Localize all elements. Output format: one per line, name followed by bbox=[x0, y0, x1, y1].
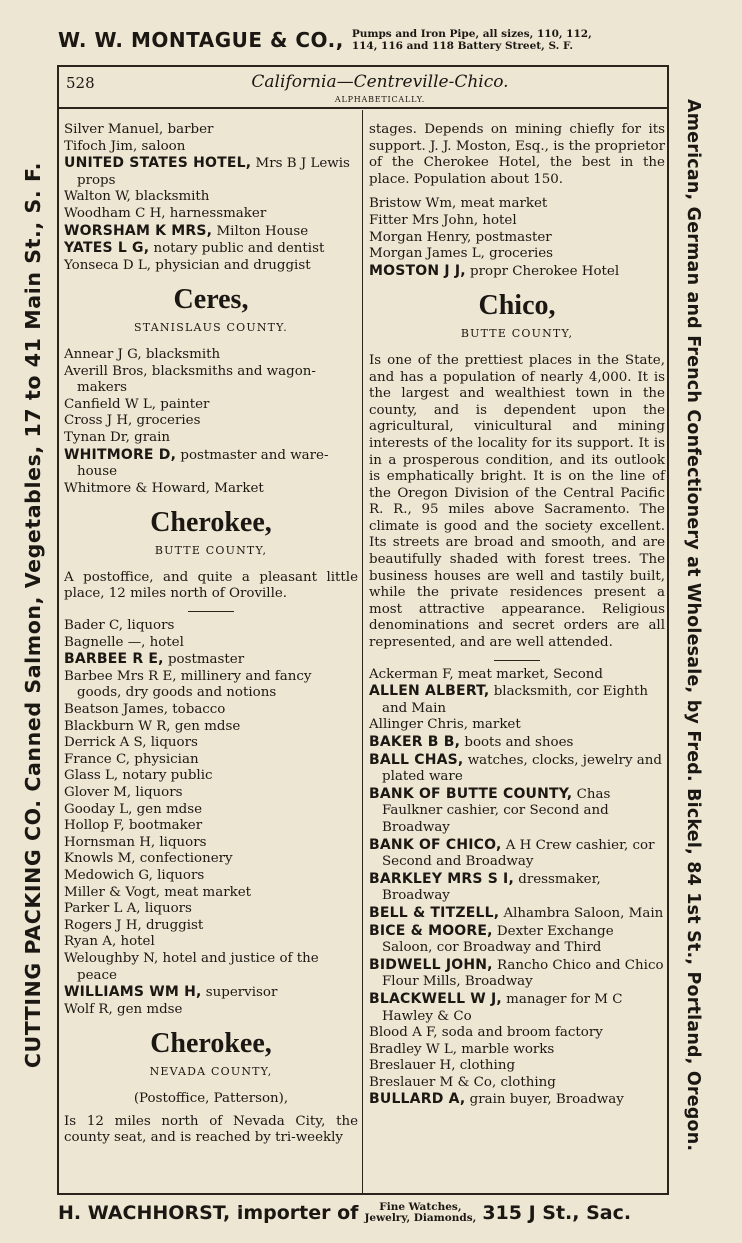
list-item: MOSTON J J, propr Cherokee Hotel bbox=[369, 262, 620, 279]
list-item: BELL & TITZELL, Alhambra Saloon, Main bbox=[369, 904, 664, 921]
county-heading: STANISLAUS COUNTY. bbox=[134, 321, 288, 335]
ceres-section bbox=[64, 284, 358, 497]
list-item: Wolf R, gen mdse bbox=[64, 1001, 183, 1017]
list-item: Allinger Chris, market bbox=[369, 717, 521, 733]
list-item: BICE & MOORE, Dexter Exchange Saloon, cor Broadway and Third bbox=[369, 922, 614, 956]
town-heading-chico: Chico, bbox=[478, 290, 556, 322]
postoffice-note: (Postoffice, Patterson), bbox=[133, 1090, 289, 1106]
bottom-advertisement bbox=[58, 1196, 670, 1230]
town-heading-cherokee-nevada: Cherokee, bbox=[150, 1028, 272, 1060]
divider bbox=[494, 660, 540, 661]
cherokee-butte-section bbox=[64, 507, 358, 1018]
town-heading-ceres: Ceres, bbox=[173, 284, 249, 316]
column-rule bbox=[362, 110, 363, 1195]
list-item: BANK OF CHICO, A H Crew cashier, cor Second and Broadway bbox=[369, 836, 655, 870]
list-item: Gooday L, gen mdse bbox=[64, 801, 203, 817]
bottom-ad-goods bbox=[364, 1202, 476, 1224]
list-item: BANK OF BUTTE COUNTY, Chas Faulkner cashier, cor Second and Broadway bbox=[369, 785, 611, 835]
list-item: Ryan A, hotel bbox=[64, 934, 155, 950]
list-item: BARBEE R E, postmaster bbox=[64, 651, 245, 668]
chico-section bbox=[369, 290, 665, 1109]
list-item: Bader C, liquors bbox=[64, 618, 175, 634]
county-heading: BUTTE COUNTY, bbox=[154, 544, 268, 558]
list-item: Silver Manuel, barber bbox=[64, 122, 214, 137]
bottom-ad-address: 315 J St., Sac. bbox=[482, 1202, 632, 1224]
county-heading: NEVADA COUNTY, bbox=[149, 1065, 273, 1079]
centreville-listing bbox=[64, 122, 358, 274]
cherokee-nevada-section bbox=[64, 1028, 358, 1146]
list-item: Morgan Henry, postmaster bbox=[369, 229, 552, 245]
list-item: BIDWELL JOHN, Rancho Chico and Chico Flour Mills, Broadway bbox=[369, 956, 664, 990]
right-column bbox=[369, 122, 665, 1109]
list-item: Whitmore & Howard, Market bbox=[64, 480, 264, 496]
list-item: Ackerman F, meat market, Second bbox=[369, 666, 604, 682]
list-item: YATES L G, notary public and dentist bbox=[64, 240, 325, 257]
list-item: Bagnelle —, hotel bbox=[64, 634, 184, 650]
list-item: Derrick A S, liquors bbox=[64, 735, 198, 751]
top-advertisement bbox=[58, 20, 676, 60]
list-item: Glover M, liquors bbox=[64, 785, 183, 800]
list-item: Hornsman H, liquors bbox=[64, 834, 207, 850]
list-item: Yonseca D L, physician and druggist bbox=[64, 257, 311, 273]
list-item: BARKLEY MRS S I, dressmaker, Broadway bbox=[369, 870, 601, 904]
list-item: Cross J H, groceries bbox=[64, 413, 201, 429]
list-item: Miller & Vogt, meat market bbox=[64, 884, 252, 900]
list-item: Canfield W L, painter bbox=[64, 396, 210, 412]
list-item: Tifoch Jim, saloon bbox=[64, 138, 186, 154]
page-number: 528 bbox=[66, 74, 95, 92]
list-item: WILLIAMS WM H, supervisor bbox=[64, 984, 278, 1001]
list-item: Hollop F, bootmaker bbox=[64, 818, 203, 834]
cherokee-nevada-listing bbox=[369, 196, 665, 280]
left-ad-text: CUTTING PACKING CO. Canned Salmon, Vegetables, 17 to 41 Main St., S. F. bbox=[21, 161, 45, 1069]
list-item: Walton W, blacksmith bbox=[64, 189, 210, 205]
bottom-ad-firm: H. WACHHORST, importer of bbox=[58, 1202, 359, 1224]
left-column bbox=[64, 122, 358, 1147]
cherokee-description-continued: stages. Depends on mining chiefly for its support. J. J. Moston, Esq., is the proprietor of the Cherokee Hotel, the best in the place. Population about 150. bbox=[369, 122, 665, 187]
right-ad-text: American, German and French Confectionery at Wholesale, by Fred. Bickel, 84 1st St., Portland, Oregon. bbox=[683, 98, 703, 1152]
left-margin-advertisement bbox=[16, 40, 50, 1190]
list-item: WORSHAM K MRS, Milton House bbox=[64, 222, 309, 239]
list-item: Beatson James, tobacco bbox=[64, 702, 226, 718]
list-item: Bradley W L, marble works bbox=[369, 1041, 555, 1057]
list-item: Breslauer M & Co, clothing bbox=[369, 1074, 556, 1090]
header-rule bbox=[57, 107, 669, 109]
divider bbox=[188, 611, 234, 612]
list-item: Blackburn W R, gen mdse bbox=[64, 718, 241, 734]
list-item: Bristow Wm, meat market bbox=[369, 196, 548, 212]
town-description: A postoffice, and quite a pleasant little place, 12 miles north of Oroville. bbox=[64, 569, 358, 602]
list-item: ALLEN ALBERT, blacksmith, cor Eighth and Main bbox=[369, 683, 649, 716]
top-ad-firm: W. W. MONTAGUE & CO., bbox=[58, 28, 344, 52]
list-item: BAKER B B, boots and shoes bbox=[369, 734, 574, 750]
list-item: Annear J G, blacksmith bbox=[64, 346, 221, 362]
list-item: Weloughby N, hotel and justice of the peace bbox=[64, 950, 319, 983]
list-item: France C, physician bbox=[64, 751, 199, 767]
list-item: BULLARD A, grain buyer, Broadway bbox=[369, 1091, 624, 1108]
list-item: Breslauer H, clothing bbox=[369, 1058, 516, 1074]
list-item: Woodham C H, harnessmaker bbox=[64, 205, 267, 221]
list-item: Averill Bros, blacksmiths and wagon-makers bbox=[64, 363, 316, 396]
top-ad-goods-line1: Pumps and Iron Pipe, all sizes, 110, 112, bbox=[351, 28, 592, 40]
list-item: Medowich G, liquors bbox=[64, 867, 205, 883]
list-item: WHITMORE D, postmaster and ware-house bbox=[64, 446, 329, 480]
running-head: California—Centreville-Chico. bbox=[251, 72, 509, 92]
list-item: Parker L A, liquors bbox=[64, 901, 192, 917]
top-ad-goods-line2: 114, 116 and 118 Battery Street, S. F. bbox=[351, 40, 574, 52]
list-item: BLACKWELL W J, manager for M C Hawley & Co bbox=[369, 990, 623, 1024]
town-heading-cherokee: Cherokee, bbox=[150, 507, 272, 539]
list-item: BALL CHAS, watches, clocks, jewelry and plated ware bbox=[369, 751, 662, 785]
bottom-ad-goods-line1: Fine Watches, bbox=[379, 1201, 462, 1213]
list-item: Tynan Dr, grain bbox=[64, 429, 171, 445]
town-description: Is one of the prettiest places in the State, and has a population of nearly 4,000. It is the largest and wealthiest town in the county, and is dependent upon the agricultural, vinicultural and mining interests of the locality for its support. It is in a prosperous condition, and its outlook is emphatically bright. It is on the line of the Oregon Division of the Central Pacific R. R., 95 miles above Sacramento. The climate is good and the society excellent. Its streets are broad and smooth, and are beautifully shaded with forest trees. The business houses are well and tastily built, while the private residences present a most attractive appearance. Religious denominations and secret orders are all represented, and are well attended. bbox=[369, 352, 665, 651]
town-description: Is 12 miles north of Nevada City, the county seat, and is reached by tri-weekly bbox=[64, 1113, 358, 1146]
right-margin-advertisement bbox=[676, 55, 710, 1195]
list-item: Knowls M, confectionery bbox=[64, 851, 233, 867]
list-item: Blood A F, soda and broom factory bbox=[369, 1025, 603, 1041]
list-item: Morgan James L, groceries bbox=[369, 246, 554, 262]
county-heading: BUTTE COUNTY, bbox=[460, 327, 574, 341]
top-ad-goods bbox=[352, 28, 592, 52]
bottom-ad-goods-line2: Jewelry, Diamonds, bbox=[364, 1212, 477, 1224]
list-item: Glass L, notary public bbox=[64, 768, 213, 784]
running-subhead: ALPHABETICALLY. bbox=[334, 95, 426, 104]
list-item: Fitter Mrs John, hotel bbox=[369, 212, 517, 228]
list-item: UNITED STATES HOTEL, Mrs B J Lewis props bbox=[64, 155, 350, 188]
list-item: Barbee Mrs R E, millinery and fancy goods, dry goods and notions bbox=[64, 668, 312, 701]
list-item: Rogers J H, druggist bbox=[64, 917, 204, 933]
